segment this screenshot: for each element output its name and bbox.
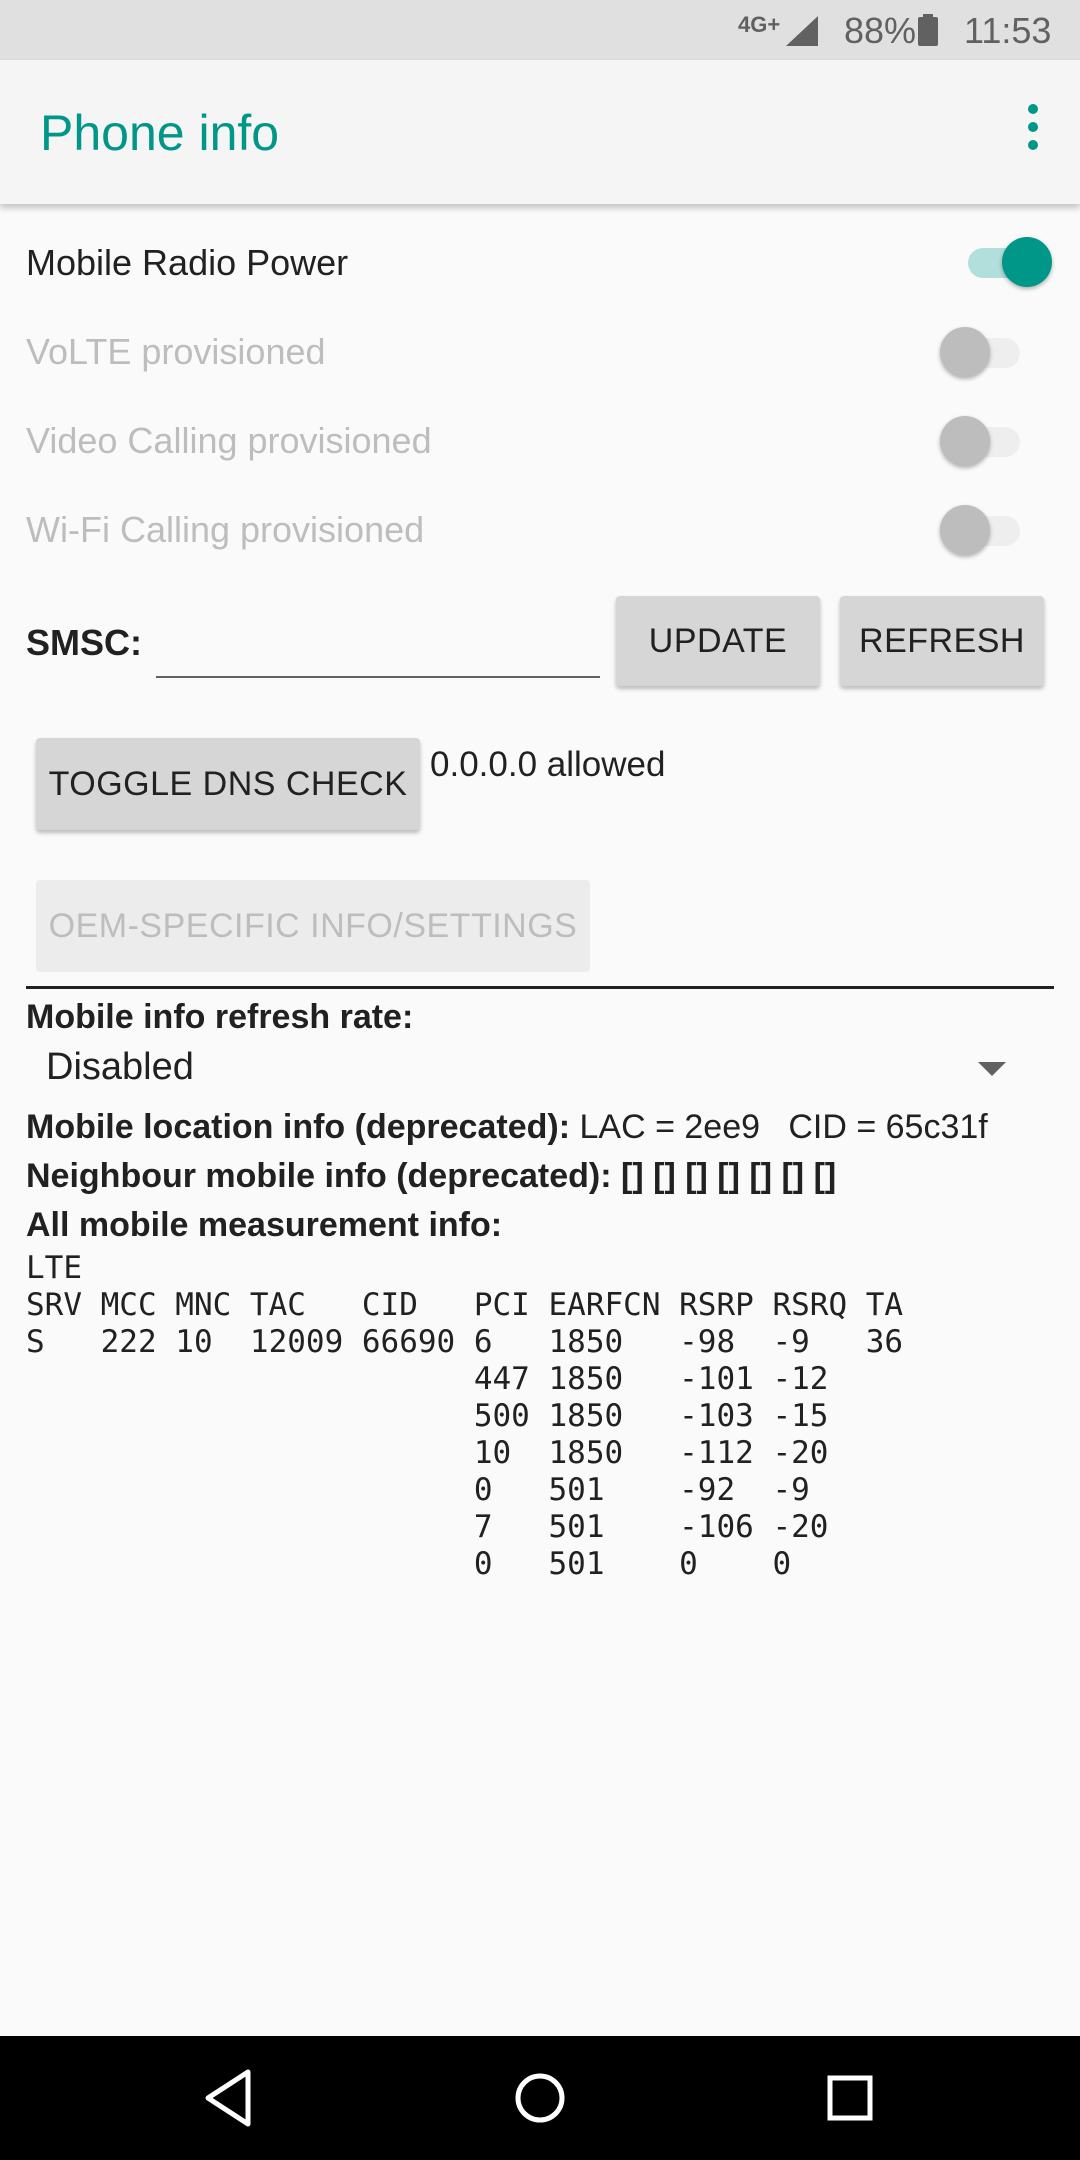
table-cell: S	[26, 1324, 45, 1360]
page-title: Phone info	[40, 105, 280, 161]
neighbour-info-value: [] [] [] [] [] [] []	[621, 1157, 837, 1195]
mobile-radio-power-switch[interactable]	[962, 240, 1042, 280]
table-cell	[362, 1398, 474, 1435]
table-cell	[250, 1361, 362, 1398]
table-header-row	[26, 1287, 922, 1324]
table-cell	[101, 1435, 176, 1472]
table-cell: -20	[772, 1509, 829, 1545]
refresh-button[interactable]: REFRESH	[840, 596, 1044, 686]
video-calling-provisioned-switch[interactable]	[940, 419, 1020, 459]
neighbour-info-label: Neighbour mobile info (deprecated):	[26, 1157, 612, 1195]
battery-icon	[918, 14, 938, 46]
table-cell: -15	[772, 1398, 829, 1434]
table-cell: 0	[473, 1546, 493, 1582]
table-row	[26, 1472, 922, 1509]
table-cell: SRV	[26, 1287, 82, 1323]
table-cell	[175, 1435, 250, 1472]
table-cell: -12	[772, 1361, 829, 1397]
table-cell	[362, 1546, 474, 1583]
status-bar	[0, 0, 1080, 60]
refresh-rate-label: Mobile info refresh rate:	[26, 998, 414, 1036]
table-cell: 12009	[249, 1324, 344, 1360]
table-cell	[101, 1361, 176, 1398]
table-cell	[101, 1546, 176, 1583]
measurement-info-label: All mobile measurement info:	[26, 1206, 503, 1244]
table-cell: 1850	[548, 1398, 624, 1434]
back-icon[interactable]	[190, 2058, 270, 2138]
table-cell: 36	[865, 1324, 904, 1360]
table-cell	[250, 1472, 362, 1509]
location-info-label: Mobile location info (deprecated):	[26, 1108, 571, 1146]
table-cell: 10	[175, 1324, 213, 1360]
table-cell	[175, 1398, 250, 1435]
table-cell: 447	[473, 1361, 530, 1397]
table-cell: PCI	[473, 1287, 530, 1323]
table-cell	[26, 1398, 101, 1435]
table-cell: -103	[679, 1398, 754, 1434]
table-cell	[101, 1472, 176, 1509]
wifi-calling-provisioned-label: Wi-Fi Calling provisioned	[26, 509, 425, 550]
table-cell: 501	[548, 1546, 605, 1582]
table-cell: CID	[361, 1287, 418, 1323]
volte-provisioned-switch[interactable]	[940, 330, 1020, 370]
measurement-table	[26, 1250, 922, 1583]
app-bar	[0, 60, 1080, 204]
table-cell	[175, 1361, 250, 1398]
table-cell	[866, 1435, 922, 1472]
table-row	[26, 1361, 922, 1398]
table-cell	[362, 1435, 474, 1472]
table-cell: 0	[679, 1546, 698, 1582]
table-cell: RSRP	[679, 1287, 754, 1323]
table-cell: 222	[100, 1324, 157, 1360]
recents-icon[interactable]	[810, 2058, 890, 2138]
table-cell: -20	[772, 1435, 829, 1471]
wifi-calling-provisioned-switch[interactable]	[940, 508, 1020, 548]
table-cell	[866, 1509, 922, 1546]
table-cell: -9	[772, 1324, 810, 1360]
table-row	[26, 1546, 922, 1583]
table-cell: 500	[473, 1398, 530, 1434]
table-cell: -92	[679, 1472, 736, 1508]
table-cell: RSRQ	[772, 1287, 848, 1323]
table-cell: 66690	[361, 1324, 456, 1360]
update-button[interactable]: UPDATE	[616, 596, 820, 686]
table-cell: -101	[679, 1361, 754, 1397]
table-cell	[250, 1509, 362, 1546]
table-row	[26, 1435, 922, 1472]
table-cell: 1850	[548, 1435, 624, 1471]
table-cell: 1850	[548, 1361, 624, 1397]
table-cell: MCC	[100, 1287, 157, 1323]
table-cell	[250, 1546, 362, 1583]
smsc-label: SMSC:	[26, 622, 142, 663]
volte-provisioned-label: VoLTE provisioned	[26, 331, 326, 372]
table-cell	[175, 1472, 250, 1509]
home-icon[interactable]	[500, 2058, 580, 2138]
dns-status: 0.0.0.0 allowed	[430, 745, 666, 784]
smsc-input[interactable]	[156, 610, 600, 678]
table-cell: EARFCN	[548, 1287, 661, 1323]
table-cell	[866, 1361, 922, 1398]
table-cell	[250, 1398, 362, 1435]
table-cell: MNC	[175, 1287, 232, 1323]
table-cell	[362, 1472, 474, 1509]
table-cell	[26, 1546, 101, 1583]
table-cell: TAC	[249, 1287, 306, 1323]
table-cell: -9	[772, 1472, 810, 1508]
table-cell	[26, 1435, 101, 1472]
table-row	[26, 1509, 922, 1546]
table-cell: 0	[772, 1546, 792, 1582]
table-cell	[175, 1546, 250, 1583]
table-cell	[26, 1361, 101, 1398]
table-row	[26, 1324, 922, 1361]
mobile-radio-power-label: Mobile Radio Power	[26, 242, 349, 283]
table-cell	[866, 1472, 922, 1509]
table-cell: -98	[679, 1324, 736, 1360]
oem-settings-button[interactable]: OEM-SPECIFIC INFO/SETTINGS	[36, 880, 590, 972]
table-cell: 0	[473, 1472, 493, 1508]
table-cell: 10	[473, 1435, 512, 1471]
table-cell: -112	[679, 1435, 754, 1471]
table-cell	[866, 1546, 922, 1583]
location-info	[26, 1108, 988, 1147]
refresh-rate-select[interactable]: Disabled	[46, 1046, 194, 1088]
navigation-bar	[0, 2036, 1080, 2160]
dropdown-arrow-icon[interactable]	[978, 1062, 1006, 1076]
toggle-dns-check-button[interactable]: TOGGLE DNS CHECK	[36, 738, 420, 830]
table-cell	[866, 1398, 922, 1435]
table-cell	[175, 1509, 250, 1546]
technology-label: LTE	[26, 1250, 82, 1286]
table-cell: 6	[473, 1324, 493, 1360]
table-cell	[101, 1398, 176, 1435]
signal-icon	[786, 16, 818, 46]
table-row	[26, 1398, 922, 1435]
table-cell	[101, 1509, 176, 1546]
battery-percent: 88%	[844, 10, 917, 51]
network-type: 4G+	[738, 12, 781, 37]
technology-row	[26, 1250, 922, 1287]
clock: 11:53	[964, 10, 1052, 51]
video-calling-provisioned-label: Video Calling provisioned	[26, 420, 432, 461]
table-cell	[26, 1509, 101, 1546]
table-cell: TA	[865, 1287, 904, 1323]
table-cell: -106	[679, 1509, 754, 1545]
table-cell: 7	[473, 1509, 493, 1545]
table-cell	[362, 1509, 474, 1546]
table-cell: 1850	[548, 1324, 624, 1360]
neighbour-info	[26, 1157, 836, 1196]
divider	[26, 986, 1054, 989]
table-cell	[26, 1472, 101, 1509]
table-cell: 501	[548, 1509, 605, 1545]
more-vert-icon[interactable]	[1008, 104, 1058, 164]
table-cell	[362, 1361, 474, 1398]
table-cell	[250, 1435, 362, 1472]
table-cell: 501	[548, 1472, 605, 1508]
location-info-value: LAC = 2ee9 CID = 65c31f	[579, 1108, 988, 1146]
